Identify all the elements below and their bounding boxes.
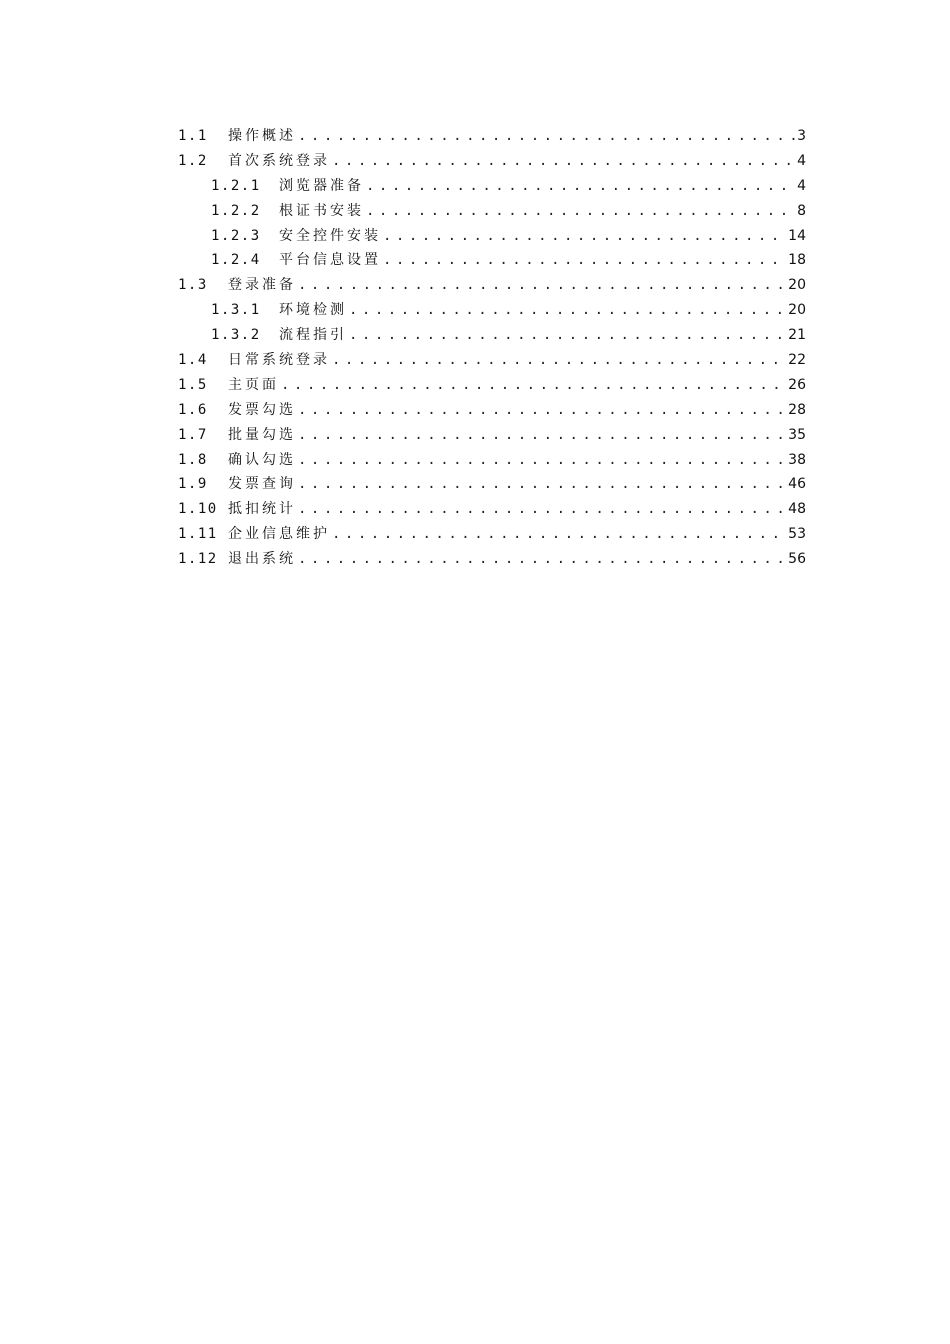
dot-leader — [332, 522, 786, 547]
toc-entry-page: 35 — [788, 426, 806, 443]
dot-leader — [383, 248, 786, 273]
dot-leader — [366, 199, 795, 224]
toc-entry-title: 首次系统登录 — [228, 152, 330, 169]
toc-entry-page: 3 — [797, 128, 806, 144]
toc-entry[interactable] — [178, 547, 806, 572]
dot-leader — [281, 373, 786, 398]
dot-leader — [298, 124, 795, 149]
toc-entry-title: 日常系统登录 — [228, 352, 330, 369]
toc-subentry[interactable] — [178, 323, 806, 348]
toc-entry-number: 1.10 — [178, 501, 218, 518]
toc-entry-page: 4 — [797, 177, 806, 194]
toc-entry[interactable] — [178, 448, 806, 473]
toc-subentry[interactable] — [178, 224, 806, 249]
dot-leader — [383, 224, 786, 249]
dot-leader — [332, 348, 786, 373]
toc-entry-number: 1.1 — [178, 128, 208, 144]
toc-entry-number: 1.7 — [178, 426, 208, 443]
toc-entry-page: 46 — [788, 476, 806, 493]
dot-leader — [298, 398, 786, 423]
toc-entry-number: 1.2.2 — [211, 202, 261, 219]
toc-entry-number: 1.2 — [178, 152, 208, 169]
dot-leader — [332, 149, 795, 174]
toc-entry-title: 主页面 — [228, 376, 279, 393]
toc-entry[interactable] — [178, 497, 806, 522]
toc-entry-page: 20 — [788, 302, 806, 319]
toc-entry-page: 4 — [797, 152, 806, 169]
toc-entry-page: 56 — [788, 551, 806, 568]
toc-entry-page: 20 — [788, 277, 806, 294]
dot-leader — [349, 298, 786, 323]
dot-leader — [298, 497, 786, 522]
toc-entry-title: 流程指引 — [279, 327, 347, 344]
toc-entry-number: 1.5 — [178, 376, 208, 393]
toc-entry-number: 1.11 — [178, 526, 218, 543]
toc-subentry[interactable] — [178, 298, 806, 323]
toc-entry-title: 企业信息维护 — [228, 526, 330, 543]
dot-leader — [298, 547, 786, 572]
toc-entry-title: 发票查询 — [228, 476, 296, 493]
toc-entry[interactable] — [178, 423, 806, 448]
toc-entry[interactable] — [178, 522, 806, 547]
toc-entry-title: 平台信息设置 — [279, 252, 381, 269]
toc-entry-page: 26 — [788, 376, 806, 393]
toc-entry-title: 抵扣统计 — [228, 501, 296, 518]
toc-entry-number: 1.4 — [178, 352, 208, 369]
dot-leader — [298, 472, 786, 497]
toc-entry-page: 48 — [788, 501, 806, 518]
toc-entry[interactable] — [178, 472, 806, 497]
toc-entry[interactable] — [178, 149, 806, 174]
toc-subentry[interactable] — [178, 174, 806, 199]
toc-entry-title: 根证书安装 — [279, 202, 364, 219]
toc-entry-page: 21 — [788, 327, 806, 344]
dot-leader — [349, 323, 786, 348]
dot-leader — [298, 448, 786, 473]
toc-entry-page: 28 — [788, 401, 806, 418]
toc-entry[interactable] — [178, 273, 806, 298]
toc-entry-title: 退出系统 — [228, 551, 296, 568]
toc-entry-page: 18 — [788, 252, 806, 269]
toc-entry-number: 1.8 — [178, 451, 208, 468]
toc-entry-page: 22 — [788, 352, 806, 369]
toc-entry-number: 1.6 — [178, 401, 208, 418]
toc-entry-number: 1.9 — [178, 476, 208, 493]
toc-entry[interactable] — [178, 398, 806, 423]
toc-entry-number: 1.3.1 — [211, 302, 261, 319]
toc-entry[interactable] — [178, 348, 806, 373]
toc-entry[interactable] — [178, 373, 806, 398]
toc-entry-title: 确认勾选 — [228, 451, 296, 468]
dot-leader — [366, 174, 795, 199]
dot-leader — [298, 273, 786, 298]
toc-entry-title: 浏览器准备 — [279, 177, 364, 194]
toc-subentry[interactable] — [178, 248, 806, 273]
toc-entry-number: 1.2.3 — [211, 227, 261, 244]
toc-entry-page: 14 — [788, 227, 806, 244]
dot-leader — [298, 423, 786, 448]
toc-entry-title: 登录准备 — [228, 277, 296, 294]
toc-entry-number: 1.2.1 — [211, 177, 261, 194]
toc-entry-page: 8 — [797, 202, 806, 219]
toc-entry[interactable] — [178, 124, 806, 149]
toc-entry-number: 1.3 — [178, 277, 208, 294]
toc-entry-title: 操作概述 — [228, 128, 296, 144]
toc-entry-title: 批量勾选 — [228, 426, 296, 443]
toc-entry-page: 38 — [788, 451, 806, 468]
toc-entry-number: 1.3.2 — [211, 327, 261, 344]
table-of-contents — [178, 124, 806, 572]
toc-entry-title: 环境检测 — [279, 302, 347, 319]
toc-entry-title: 发票勾选 — [228, 401, 296, 418]
toc-entry-number: 1.2.4 — [211, 252, 261, 269]
toc-entry-title: 安全控件安装 — [279, 227, 381, 244]
toc-entry-page: 53 — [788, 526, 806, 543]
toc-subentry[interactable] — [178, 199, 806, 224]
toc-entry-number: 1.12 — [178, 551, 218, 568]
